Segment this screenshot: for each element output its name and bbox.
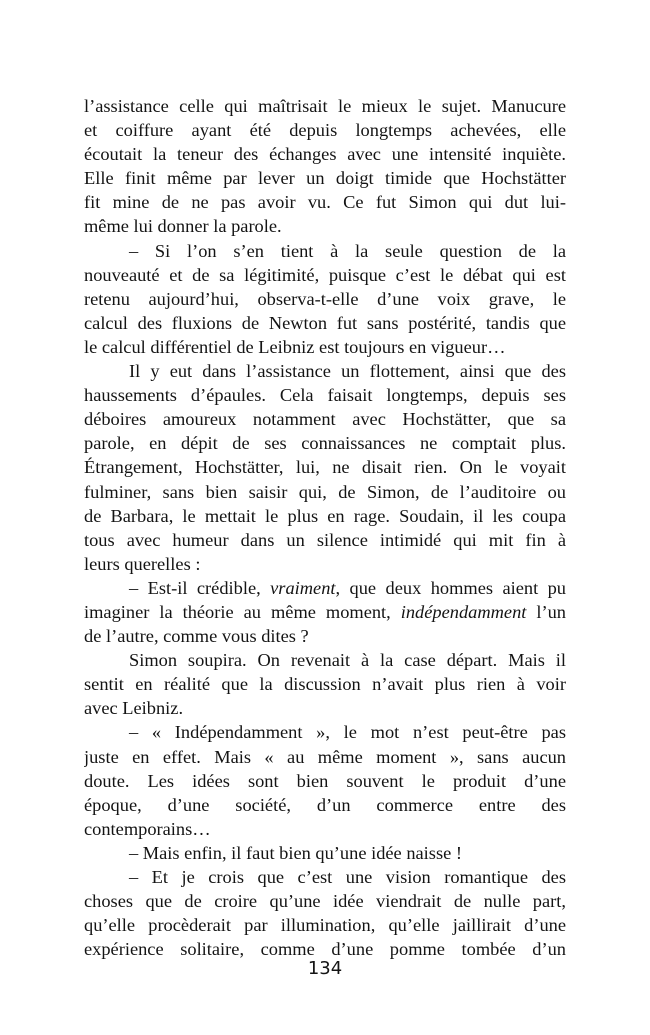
text-line bbox=[84, 359, 566, 383]
text-line bbox=[84, 769, 566, 793]
text-span: fulminer, sans bien saisir qui, de Simon, de l’auditoire ou bbox=[84, 481, 566, 502]
text-span: vraiment bbox=[270, 577, 336, 598]
text-line bbox=[84, 576, 566, 600]
text-span: retenu aujourd’hui, observa-t-elle d’une voix grave, le bbox=[84, 288, 566, 309]
text-line bbox=[84, 383, 566, 407]
text-span: tous avec humeur dans un silence intimidé qui mit fin à bbox=[84, 529, 566, 550]
text-span: calcul des fluxions de Newton fut sans postérité, tandis que bbox=[84, 312, 566, 333]
text-span: de Barbara, le mettait le plus en rage. Soudain, il les coupa bbox=[84, 505, 566, 526]
text-span: même lui donner la parole. bbox=[84, 216, 282, 237]
text-line bbox=[84, 335, 566, 359]
text-line bbox=[84, 287, 566, 311]
text-span: déboires amoureux notamment avec Hochstätter, que sa bbox=[84, 409, 566, 430]
text-line bbox=[84, 142, 566, 166]
text-span: parole, en dépit de ses connaissances ne comptait plus. bbox=[84, 433, 566, 454]
text-span: contemporains… bbox=[84, 818, 211, 839]
text-line bbox=[84, 720, 566, 744]
text-line bbox=[84, 431, 566, 455]
text-span: – Est-il crédible, bbox=[129, 577, 271, 598]
text-line bbox=[84, 504, 566, 528]
text-line bbox=[84, 672, 566, 696]
text-span: – Si l’on s’en tient à la seule question de la bbox=[129, 240, 566, 261]
text-span: Étrangement, Hochstätter, lui, ne disait rien. On le voyait bbox=[84, 457, 566, 478]
text-line bbox=[84, 841, 566, 865]
text-line bbox=[84, 913, 566, 937]
text-line bbox=[84, 528, 566, 552]
text-line bbox=[84, 118, 566, 142]
text-span: expérience solitaire, comme d’une pomme tombée d’un bbox=[84, 939, 566, 960]
text-line bbox=[84, 696, 566, 720]
text-span: sentit en réalité que la discussion n’avait plus rien à voir bbox=[84, 674, 566, 695]
text-line bbox=[84, 166, 566, 190]
text-span: écoutait la teneur des échanges avec une intensité inquiète. bbox=[84, 144, 566, 165]
text-span: le calcul différentiel de Leibniz est toujours en vigueur… bbox=[84, 336, 506, 357]
text-span: choses que de croire qu’une idée viendrait de nulle part, bbox=[84, 891, 566, 912]
text-span: Simon soupira. On revenait à la case départ. Mais il bbox=[129, 650, 566, 671]
text-line bbox=[84, 263, 566, 287]
text-line bbox=[84, 94, 566, 118]
text-line bbox=[84, 648, 566, 672]
text-span: l’un bbox=[526, 601, 566, 622]
page-number: 134 bbox=[307, 958, 343, 979]
text-line bbox=[84, 480, 566, 504]
text-span: imaginer la théorie au même moment, bbox=[84, 601, 401, 622]
text-line bbox=[84, 793, 566, 817]
text-line bbox=[84, 624, 566, 648]
text-span: Elle finit même par lever un doigt timide que Hochstätter bbox=[84, 168, 566, 189]
page-body bbox=[84, 94, 566, 961]
text-line bbox=[84, 600, 566, 624]
text-span: fit mine de ne pas avoir vu. Ce fut Simon qui dut lui- bbox=[84, 192, 566, 213]
text-span: de l’autre, comme vous dites ? bbox=[84, 626, 309, 647]
text-span: avec Leibniz. bbox=[84, 698, 184, 719]
text-line bbox=[84, 889, 566, 913]
text-span: leurs querelles : bbox=[84, 553, 201, 574]
text-span: juste en effet. Mais « au même moment », sans aucun bbox=[84, 746, 566, 767]
text-line bbox=[84, 552, 566, 576]
text-line bbox=[84, 745, 566, 769]
text-span: – « Indépendamment », le mot n’est peut-être pas bbox=[129, 722, 566, 743]
text-line bbox=[84, 865, 566, 889]
text-span: haussements d’épaules. Cela faisait longtemps, depuis ses bbox=[84, 385, 566, 406]
text-span: et coiffure ayant été depuis longtemps achevées, elle bbox=[84, 120, 566, 141]
text-span: nouveauté et de sa légitimité, puisque c’est le débat qui est bbox=[84, 264, 566, 285]
text-span: , que deux hommes aient pu bbox=[335, 577, 566, 598]
text-span: doute. Les idées sont bien souvent le produit d’une bbox=[84, 770, 566, 791]
text-line bbox=[84, 190, 566, 214]
text-line bbox=[84, 455, 566, 479]
text-span: l’assistance celle qui maîtrisait le mieux le sujet. Manucure bbox=[84, 96, 566, 116]
text-span: – Et je crois que c’est une vision romantique des bbox=[129, 867, 566, 887]
text-line bbox=[84, 311, 566, 335]
text-line bbox=[84, 407, 566, 431]
text-span: indépendamment bbox=[400, 601, 527, 622]
text-line bbox=[84, 817, 566, 841]
text-line bbox=[84, 214, 566, 238]
text-span: qu’elle procèderait par illumination, qu’elle jaillirait d’une bbox=[84, 915, 566, 936]
text-span: Il y eut dans l’assistance un flottement, ainsi que des bbox=[129, 361, 566, 382]
text-span: – Mais enfin, il faut bien qu’une idée naisse ! bbox=[129, 842, 462, 863]
text-span: époque, d’une société, d’un commerce entre des bbox=[84, 794, 566, 815]
text-line bbox=[84, 239, 566, 263]
